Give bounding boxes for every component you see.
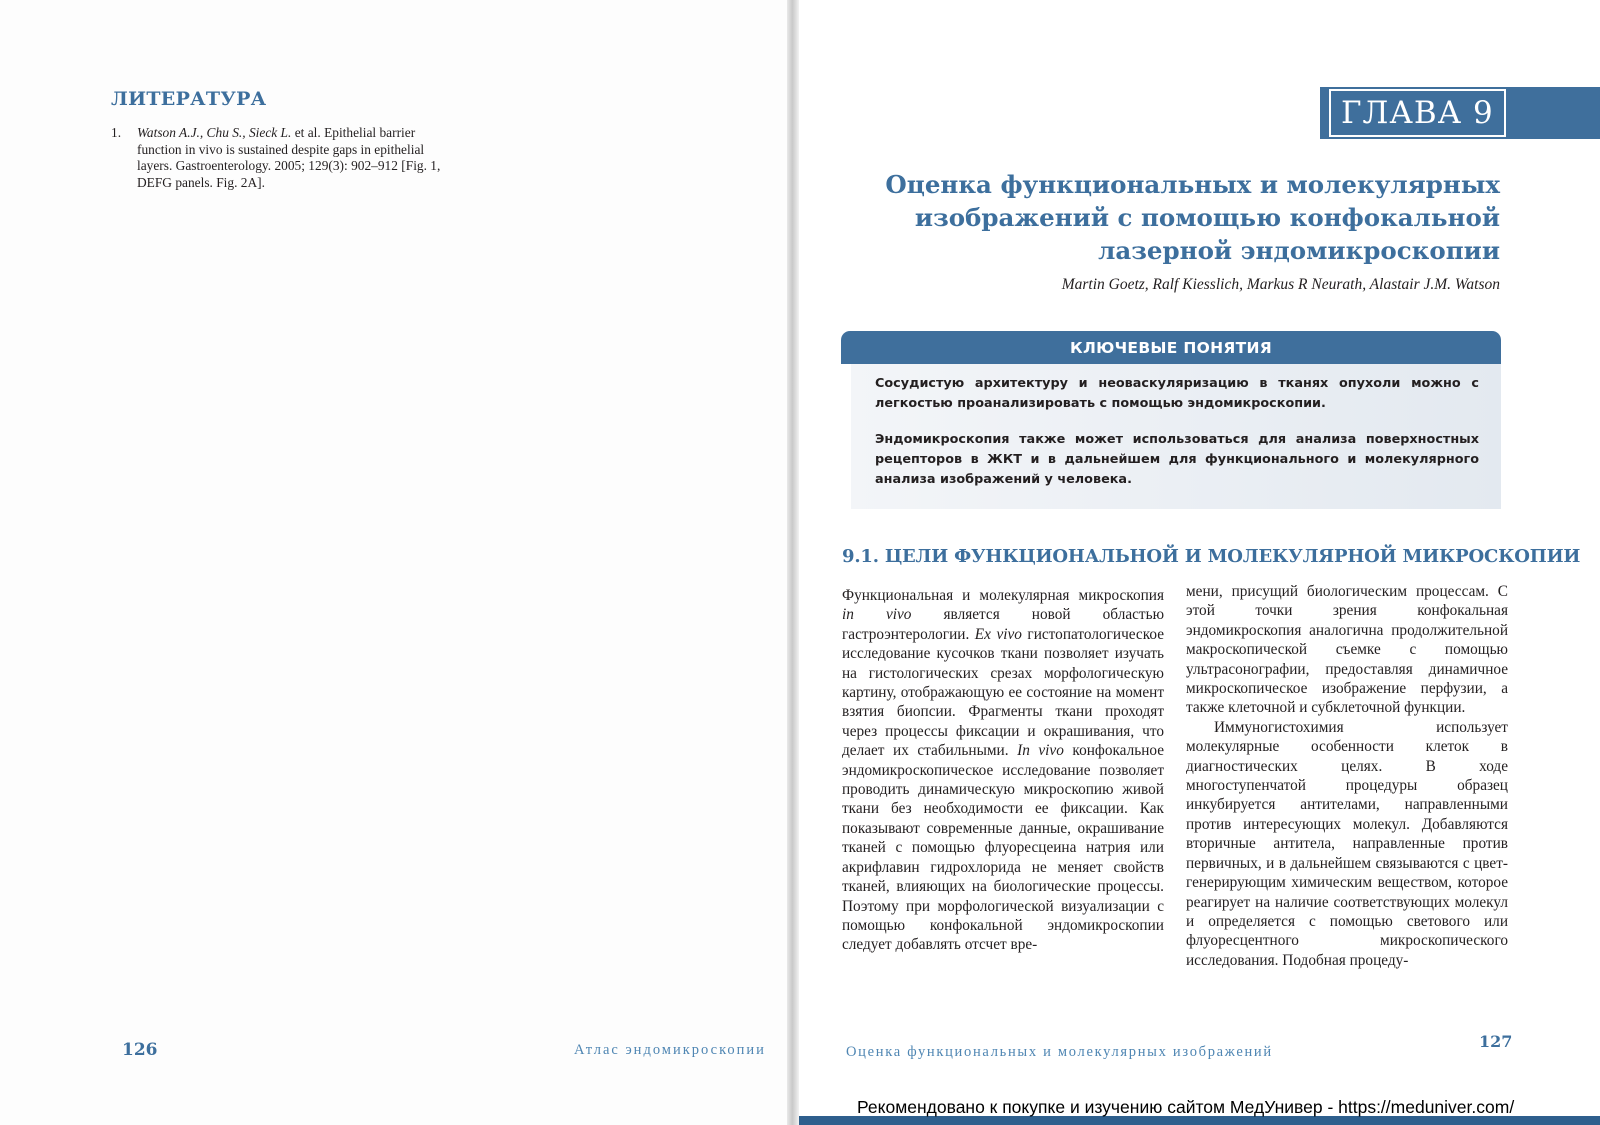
key-concepts-body <box>851 364 1501 509</box>
key-concept-item: Эндомикроскопия также может использоваться для анализа поверхностных рецепторов в ЖКТ и в дальнейшем для функционального и молекулярного анализа изображений у человека. <box>875 432 1479 487</box>
chapter-badge <box>1320 87 1600 139</box>
key-concepts-box <box>841 331 1501 509</box>
section-heading: 9.1. ЦЕЛИ ФУНКЦИОНАЛЬНОЙ И МОЛЕКУЛЯРНОЙ МИКРОСКОПИИ <box>842 546 1581 567</box>
book-gutter <box>787 0 799 1125</box>
key-concepts-heading: КЛЮЧЕВЫЕ ПОНЯТИЯ <box>841 331 1501 364</box>
page-number-right: 127 <box>1479 1032 1513 1051</box>
chapter-title: Оценка функциональных и молекулярных изображений с помощью конфокальной лазерной эндомикроскопии <box>885 170 1500 265</box>
body-paragraph: Функциональная и молекулярная микроскопия in vivo является новой областью гастроэнтерологии. Ex vivo гистопатологическое исследование кусочков ткани позволяет изучать на гистологических срезах морфологическую картину, отображающую ее состояние на момент взятия биопсии. Фрагменты ткани проходят через процессы фиксации и окрашивания, что делает их стабильными. In vivo конфокальное эндомикроскопическое исследование позволяет проводить динамическую микроскопию живой ткани без необходимости ее фиксации. Как показывают современные данные, окрашивание тканей с помощью флуоресцеина натрия или акрифлавин гидрохлорида не меняет свойств тканей, влияющих на биологические процессы. Поэтому при морфологической визуализации с помощью конфокальной эндомикроскопии следует добавлять отсчет вре- <box>842 587 1165 954</box>
key-concept-item: Сосудистую архитектуру и неоваскуляризацию в тканях опухоли можно с легкостью проанализировать с помощью эндомикроскопии. <box>875 376 1479 411</box>
body-paragraph: Иммуногистохимия использует молекулярные особенности клеток в диагностических целях. В ходе многоступенчатой процедуры образец инкубируется антителами, направленными против интересующих молекул. Добавляются вторичные антитела, направленные против первичных, и в дальнейшем связываются с цвет-генерирующим химическим веществом, которое реагирует на наличие соответствующих молекул и определяется с помощью светового или флуоресцентного микроскопического исследования. Подобная процеду- <box>1186 718 1508 969</box>
reference-authors: Watson A.J., Chu S., Sieck L. <box>137 125 292 140</box>
reference-item <box>111 125 456 191</box>
left-page <box>0 0 790 1125</box>
running-head-right: Оценка функциональных и молекулярных изображений <box>846 1044 1273 1060</box>
text-column-right <box>1186 582 1508 970</box>
running-head-left: Атлас эндомикроскопии <box>574 1042 766 1058</box>
reference-number: 1. <box>111 125 122 140</box>
reference-body: et al. Epithelial barrier function in vivo is sustained despite gaps in epithelial layers. Gastroenterology. 2005; 129(3): 902–912 [Fig. 1, DEFG panels. Fig. 2A]. <box>137 125 441 190</box>
chapter-label: ГЛАВА 9 <box>1329 89 1506 137</box>
body-paragraph: мени, присущий биологическим процессам. С этой точки зрения конфокальная эндомикроскопия аналогична продолжительной макроскопической съемке с помощью ультрасонографии, предоставляя динамичное микроскопическое изображение перфузии, а также клеточной и субклеточной функции. <box>1186 583 1508 717</box>
text-column-left <box>842 586 1164 955</box>
footer-promo-text: Рекомендовано к покупке и изучению сайтом МедУнивер - https://meduniver.com/ <box>857 1097 1515 1117</box>
chapter-authors: Martin Goetz, Ralf Kiesslich, Markus R Neurath, Alastair J.M. Watson <box>1061 276 1500 293</box>
page-number-left: 126 <box>122 1040 158 1060</box>
right-page <box>799 0 1600 1125</box>
reference-text <box>137 125 456 191</box>
references-heading: ЛИТЕРАТУРА <box>111 88 267 110</box>
